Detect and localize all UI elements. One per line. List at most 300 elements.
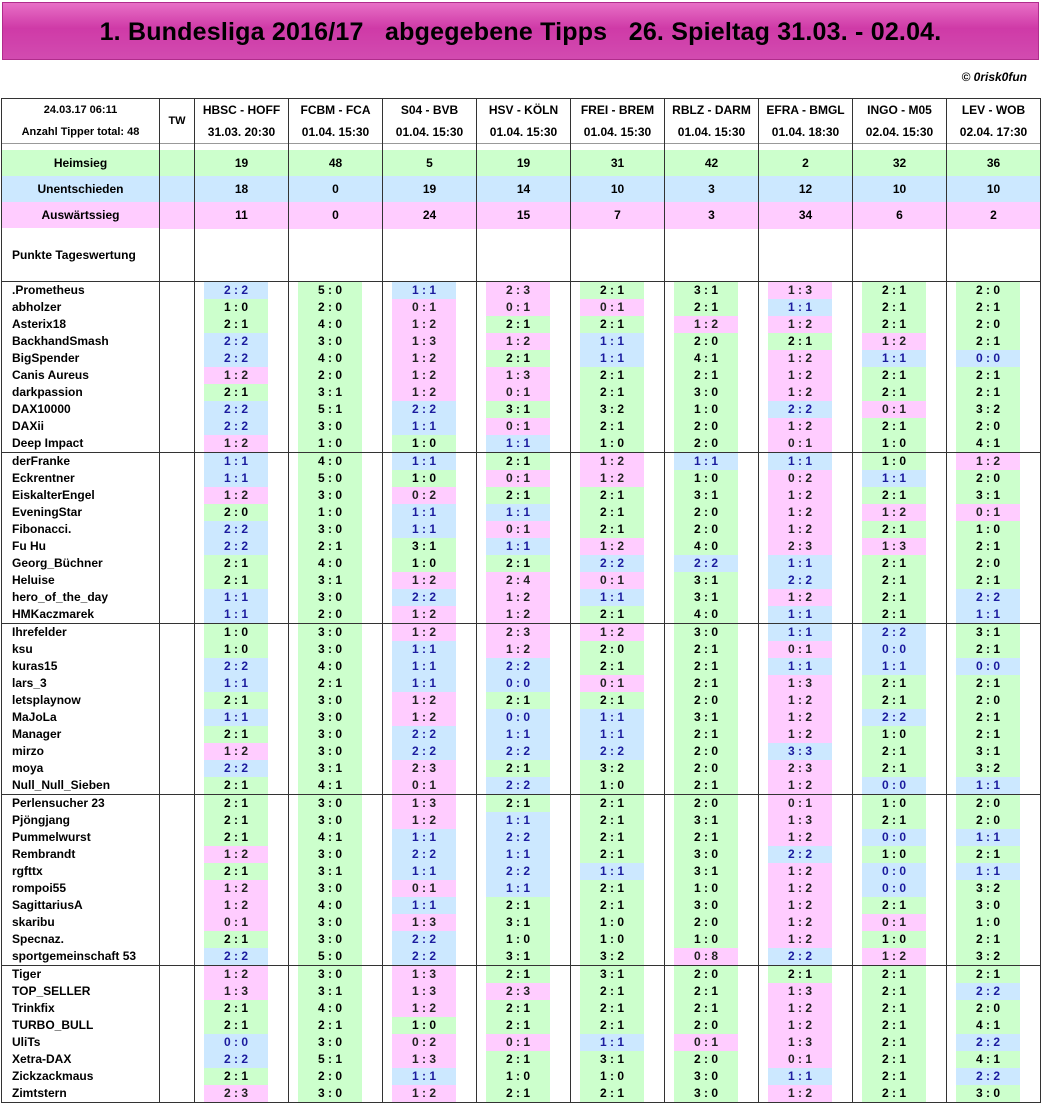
tip-value: 1 : 1 [486, 538, 550, 555]
tip-cell [477, 282, 571, 300]
tip-cell [853, 675, 947, 692]
tip-cell [853, 1051, 947, 1068]
tip-cell [383, 624, 477, 642]
tw-cell [160, 299, 195, 316]
tipper-row [2, 675, 1041, 692]
tip-cell [195, 641, 289, 658]
tip-value: 3 : 0 [298, 333, 362, 350]
tip-value: 2 : 1 [580, 282, 644, 299]
tip-cell [289, 538, 383, 555]
tipper-row [2, 470, 1041, 487]
tip-cell [195, 624, 289, 642]
tip-value: 1 : 1 [392, 504, 456, 521]
tip-value: 0 : 1 [486, 384, 550, 401]
tip-cell [383, 282, 477, 300]
tip-cell [195, 401, 289, 418]
tip-value: 3 : 1 [298, 863, 362, 880]
tw-cell [160, 572, 195, 589]
match-date: 01.04. 15:30 [289, 121, 383, 144]
stat-value: 15 [477, 202, 571, 229]
tip-cell [853, 504, 947, 521]
tip-cell [477, 316, 571, 333]
tip-cell [853, 658, 947, 675]
tip-cell [947, 897, 1041, 914]
tipper-row [2, 897, 1041, 914]
tip-value: 0 : 1 [392, 777, 456, 794]
tip-value: 1 : 2 [580, 624, 644, 641]
tip-cell [947, 880, 1041, 897]
tip-value: 2 : 1 [580, 504, 644, 521]
tip-value: 2 : 1 [862, 675, 926, 692]
tip-value: 2 : 0 [580, 641, 644, 658]
tip-value: 1 : 0 [204, 299, 268, 316]
tip-cell [477, 812, 571, 829]
tipper-row [2, 931, 1041, 948]
tip-value: 1 : 0 [392, 470, 456, 487]
tip-cell [947, 914, 1041, 931]
tip-value: 2 : 1 [204, 795, 268, 812]
tip-cell [289, 863, 383, 880]
tipper-name: Zimtstern [2, 1085, 160, 1103]
tipper-name: Ihrefelder [2, 624, 160, 642]
tip-value: 3 : 1 [580, 966, 644, 983]
tip-cell [477, 624, 571, 642]
tip-cell [477, 435, 571, 453]
tip-cell [195, 692, 289, 709]
tip-cell [195, 572, 289, 589]
tw-cell [160, 487, 195, 504]
tip-value: 5 : 1 [298, 1051, 362, 1068]
tip-cell [665, 1051, 759, 1068]
tip-value: 2 : 1 [204, 812, 268, 829]
tipper-row [2, 1051, 1041, 1068]
punkte-cell [383, 229, 477, 282]
tip-cell [195, 897, 289, 914]
tip-cell [759, 692, 853, 709]
tip-cell [289, 897, 383, 914]
tip-value: 2 : 3 [486, 624, 550, 641]
tip-value: 1 : 2 [768, 829, 832, 846]
tip-cell [289, 948, 383, 966]
tip-value: 2 : 1 [204, 572, 268, 589]
tip-cell [665, 555, 759, 572]
tw-cell [160, 743, 195, 760]
tipper-name: letsplaynow [2, 692, 160, 709]
tip-value: 2 : 0 [956, 795, 1020, 812]
tip-value: 2 : 2 [956, 1034, 1020, 1051]
stat-value: 2 [759, 150, 853, 176]
tip-value: 2 : 1 [956, 966, 1020, 983]
tip-value: 2 : 0 [956, 282, 1020, 299]
match-date: 01.04. 15:30 [665, 121, 759, 144]
tw-cell [160, 931, 195, 948]
tip-value: 1 : 2 [392, 812, 456, 829]
tipper-row [2, 299, 1041, 316]
tip-cell [571, 589, 665, 606]
tip-cell [195, 589, 289, 606]
tip-value: 3 : 0 [674, 624, 738, 641]
tip-value: 2 : 3 [768, 760, 832, 777]
tip-cell [477, 829, 571, 846]
stat-value: 2 [947, 202, 1041, 229]
tipper-row [2, 948, 1041, 966]
tip-cell [665, 863, 759, 880]
match-teams: INGO - M05 [853, 99, 947, 122]
tip-cell [665, 777, 759, 795]
tip-value: 1 : 2 [392, 1000, 456, 1017]
tip-cell [383, 589, 477, 606]
stat-label: Unentschieden [2, 176, 160, 202]
tip-value: 3 : 1 [674, 812, 738, 829]
tip-value: 1 : 2 [768, 384, 832, 401]
tw-cell [160, 1000, 195, 1017]
tip-value: 0 : 0 [862, 863, 926, 880]
tip-value: 1 : 0 [580, 914, 644, 931]
tip-cell [383, 948, 477, 966]
tip-value: 4 : 0 [298, 1000, 362, 1017]
tipper-row [2, 743, 1041, 760]
tip-value: 2 : 2 [486, 743, 550, 760]
tip-value: 2 : 2 [204, 333, 268, 350]
tip-cell [571, 914, 665, 931]
tip-value: 2 : 1 [580, 418, 644, 435]
tip-cell [289, 1068, 383, 1085]
tw-header-cell [160, 99, 195, 144]
tip-value: 1 : 0 [392, 555, 456, 572]
tip-value: 3 : 1 [486, 401, 550, 418]
tip-cell [759, 948, 853, 966]
tip-cell [759, 589, 853, 606]
tip-cell [947, 966, 1041, 984]
tip-value: 2 : 1 [674, 777, 738, 794]
tip-cell [195, 829, 289, 846]
tip-cell [383, 435, 477, 453]
tip-cell [477, 589, 571, 606]
tipper-name: Pummelwurst [2, 829, 160, 846]
stat-value: 6 [853, 202, 947, 229]
punkte-cell [160, 229, 195, 282]
tip-cell [759, 367, 853, 384]
match-date: 02.04. 17:30 [947, 121, 1041, 144]
tipper-row [2, 504, 1041, 521]
tip-cell [665, 1034, 759, 1051]
tip-value: 0 : 1 [768, 435, 832, 452]
tip-cell [195, 299, 289, 316]
stat-value: 11 [195, 202, 289, 229]
tip-value: 5 : 0 [298, 470, 362, 487]
tipper-name: hero_of_the_day [2, 589, 160, 606]
tw-cell [160, 401, 195, 418]
tip-cell [289, 726, 383, 743]
tw-cell [160, 453, 195, 471]
tip-cell [383, 384, 477, 401]
tip-value: 3 : 0 [674, 1085, 738, 1102]
tw-cell [160, 1034, 195, 1051]
tip-cell [853, 538, 947, 555]
tip-value: 1 : 0 [674, 931, 738, 948]
tip-cell [947, 555, 1041, 572]
tip-cell [195, 777, 289, 795]
tip-cell [383, 897, 477, 914]
tip-cell [195, 983, 289, 1000]
tipper-name: BackhandSmash [2, 333, 160, 350]
tip-cell [195, 760, 289, 777]
match-teams: FCBM - FCA [289, 99, 383, 122]
tip-cell [383, 709, 477, 726]
tip-value: 1 : 1 [956, 777, 1020, 794]
tip-value: 1 : 2 [768, 709, 832, 726]
tipper-name: Zickzackmaus [2, 1068, 160, 1085]
tipper-row [2, 692, 1041, 709]
tipper-name: derFranke [2, 453, 160, 471]
tip-cell [195, 675, 289, 692]
tip-cell [571, 966, 665, 984]
tip-cell [289, 470, 383, 487]
tw-cell [160, 435, 195, 453]
tip-cell [477, 726, 571, 743]
tipper-name: UliTs [2, 1034, 160, 1051]
tipper-row [2, 1068, 1041, 1085]
tip-cell [571, 897, 665, 914]
tip-cell [947, 470, 1041, 487]
tip-cell [383, 1051, 477, 1068]
tip-value: 1 : 2 [486, 589, 550, 606]
tip-cell [665, 418, 759, 435]
stat-value: 3 [665, 176, 759, 202]
tip-cell [195, 726, 289, 743]
tip-value: 3 : 1 [298, 760, 362, 777]
tip-value: 1 : 3 [768, 983, 832, 1000]
tip-cell [853, 453, 947, 471]
tip-value: 5 : 0 [298, 948, 362, 965]
tw-cell [160, 555, 195, 572]
tip-cell [195, 863, 289, 880]
tipper-name: mirzo [2, 743, 160, 760]
match-teams: HBSC - HOFF [195, 99, 289, 122]
tip-cell [571, 418, 665, 435]
tip-cell [665, 897, 759, 914]
stat-value: 10 [853, 176, 947, 202]
tipper-row [2, 521, 1041, 538]
tip-value: 1 : 2 [768, 777, 832, 794]
tip-value: 1 : 1 [392, 829, 456, 846]
tip-cell [665, 1000, 759, 1017]
tip-value: 1 : 2 [956, 453, 1020, 470]
tip-value: 2 : 1 [204, 777, 268, 794]
tip-value: 5 : 0 [298, 282, 362, 299]
tip-cell [665, 282, 759, 300]
tip-cell [289, 418, 383, 435]
tip-cell [195, 521, 289, 538]
tipper-name: TURBO_BULL [2, 1017, 160, 1034]
tipper-name: DAXii [2, 418, 160, 435]
tip-cell [195, 470, 289, 487]
tip-cell [571, 1017, 665, 1034]
tip-value: 1 : 2 [768, 1017, 832, 1034]
tip-value: 1 : 1 [956, 863, 1020, 880]
tip-value: 3 : 0 [298, 743, 362, 760]
tip-cell [947, 658, 1041, 675]
tip-cell [665, 538, 759, 555]
tip-value: 1 : 3 [768, 282, 832, 299]
tipper-row [2, 1017, 1041, 1034]
tip-cell [383, 658, 477, 675]
tip-value: 1 : 1 [392, 863, 456, 880]
tip-value: 1 : 2 [768, 418, 832, 435]
tip-value: 0 : 1 [486, 470, 550, 487]
tipper-row [2, 418, 1041, 435]
tip-value: 2 : 1 [580, 384, 644, 401]
tip-cell [289, 743, 383, 760]
tipper-name: Manager [2, 726, 160, 743]
tip-value: 1 : 2 [768, 504, 832, 521]
tip-cell [947, 812, 1041, 829]
tip-value: 4 : 0 [298, 658, 362, 675]
tip-cell [383, 743, 477, 760]
tw-cell [160, 897, 195, 914]
tip-cell [947, 863, 1041, 880]
tip-value: 2 : 0 [674, 1017, 738, 1034]
tipper-name: EveningStar [2, 504, 160, 521]
tip-value: 1 : 3 [392, 795, 456, 812]
punkte-cell [195, 229, 289, 282]
tip-cell [853, 1034, 947, 1051]
tip-cell [853, 555, 947, 572]
stats-row-auswaertssieg [2, 202, 1041, 229]
tip-value: 1 : 2 [768, 350, 832, 367]
tipper-row [2, 812, 1041, 829]
tipper-name: Canis Aureus [2, 367, 160, 384]
tip-value: 1 : 1 [580, 709, 644, 726]
stat-value: 12 [759, 176, 853, 202]
tipper-name: HMKaczmarek [2, 606, 160, 624]
tip-cell [383, 641, 477, 658]
tip-cell [383, 1000, 477, 1017]
tip-cell [759, 624, 853, 642]
tipper-row [2, 846, 1041, 863]
tip-cell [759, 743, 853, 760]
tipper-name: .Prometheus [2, 282, 160, 300]
tw-cell [160, 760, 195, 777]
tip-cell [853, 692, 947, 709]
tip-value: 3 : 2 [580, 401, 644, 418]
datetime-stamp: 24.03.17 06:11 [2, 99, 160, 122]
tip-cell [759, 299, 853, 316]
tip-cell [665, 299, 759, 316]
tip-cell [477, 897, 571, 914]
tip-cell [665, 846, 759, 863]
tip-cell [289, 350, 383, 367]
tw-cell [160, 1017, 195, 1034]
tip-cell [477, 299, 571, 316]
tip-cell [665, 983, 759, 1000]
tip-cell [759, 1051, 853, 1068]
tip-value: 0 : 1 [392, 299, 456, 316]
tipper-row [2, 795, 1041, 813]
tipper-row [2, 384, 1041, 401]
tip-cell [383, 299, 477, 316]
tip-value: 1 : 1 [580, 863, 644, 880]
tip-cell [947, 1017, 1041, 1034]
tip-cell [947, 931, 1041, 948]
tip-value: 2 : 0 [956, 316, 1020, 333]
tip-cell [665, 829, 759, 846]
tip-cell [665, 692, 759, 709]
tip-cell [195, 1085, 289, 1103]
tip-cell [289, 453, 383, 471]
tip-cell [477, 1000, 571, 1017]
tip-value: 1 : 1 [392, 1068, 456, 1085]
tip-value: 2 : 1 [486, 692, 550, 709]
tip-value: 2 : 1 [956, 333, 1020, 350]
tip-cell [665, 948, 759, 966]
tip-cell [383, 795, 477, 813]
tip-value: 2 : 2 [580, 743, 644, 760]
tip-cell [947, 846, 1041, 863]
tip-cell [477, 795, 571, 813]
tip-value: 2 : 2 [674, 555, 738, 572]
tip-value: 2 : 2 [580, 555, 644, 572]
tip-value: 2 : 1 [580, 1000, 644, 1017]
stat-value: 0 [289, 176, 383, 202]
tw-cell [160, 966, 195, 984]
tip-cell [853, 931, 947, 948]
tip-value: 1 : 1 [204, 606, 268, 623]
tip-value: 2 : 0 [674, 418, 738, 435]
tip-value: 1 : 1 [956, 606, 1020, 623]
tip-value: 1 : 0 [956, 914, 1020, 931]
tip-cell [947, 453, 1041, 471]
match-date: 01.04. 15:30 [477, 121, 571, 144]
tip-cell [759, 606, 853, 624]
tip-value: 2 : 2 [204, 282, 268, 299]
tip-cell [477, 983, 571, 1000]
tip-cell [195, 880, 289, 897]
tip-value: 2 : 1 [204, 726, 268, 743]
tw-cell [160, 880, 195, 897]
tip-cell [383, 863, 477, 880]
tip-value: 2 : 1 [956, 931, 1020, 948]
tip-cell [571, 812, 665, 829]
tip-value: 2 : 0 [956, 555, 1020, 572]
tw-cell [160, 367, 195, 384]
tip-cell [947, 572, 1041, 589]
tip-value: 3 : 0 [298, 726, 362, 743]
tip-value: 1 : 2 [768, 367, 832, 384]
tw-cell [160, 914, 195, 931]
tip-cell [665, 521, 759, 538]
tip-value: 0 : 1 [204, 914, 268, 931]
tw-cell [160, 384, 195, 401]
tip-cell [289, 435, 383, 453]
stat-value: 5 [383, 150, 477, 176]
tip-cell [947, 401, 1041, 418]
tip-value: 2 : 0 [956, 418, 1020, 435]
tip-value: 2 : 1 [862, 418, 926, 435]
stat-value: 42 [665, 150, 759, 176]
tip-cell [947, 606, 1041, 624]
tip-cell [947, 282, 1041, 300]
tip-value: 3 : 2 [580, 760, 644, 777]
tip-value: 1 : 1 [486, 880, 550, 897]
tip-value: 2 : 1 [580, 1017, 644, 1034]
stat-value: 19 [383, 176, 477, 202]
tip-cell [947, 521, 1041, 538]
tipper-name: DAX10000 [2, 401, 160, 418]
stat-value: 24 [383, 202, 477, 229]
tw-cell [160, 538, 195, 555]
tip-cell [571, 1085, 665, 1103]
